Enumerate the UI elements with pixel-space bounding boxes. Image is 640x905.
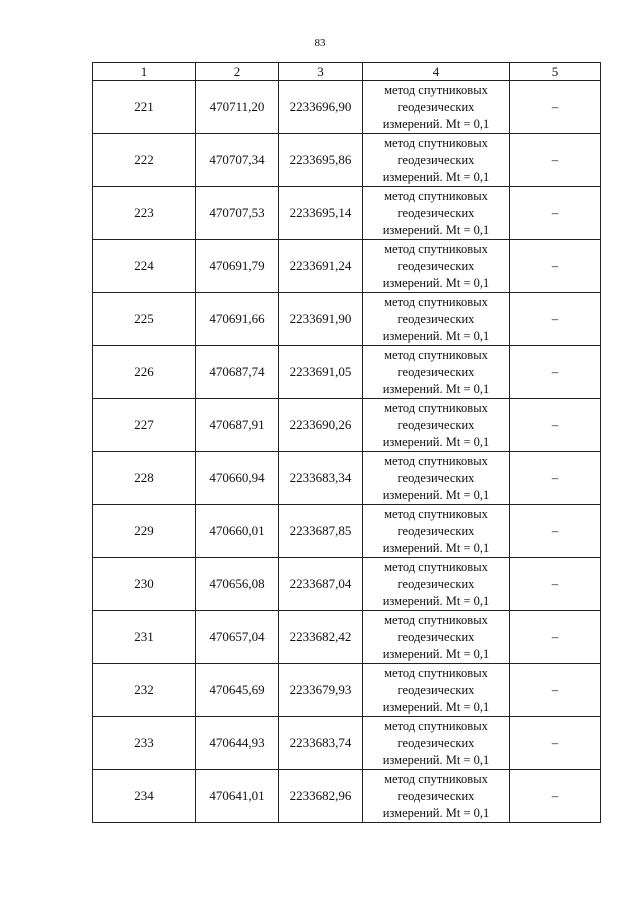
note-cell: – [510,558,601,611]
point-number-cell: 231 [93,611,196,664]
x-coordinate-cell: 470660,01 [196,505,279,558]
method-line: измерений. Mt = 0,1 [382,593,490,608]
method-line: метод спутниковых [384,400,488,415]
header-col-1: 1 [93,63,196,81]
table-row [93,664,601,717]
y-coordinate-cell: 2233695,86 [279,134,363,187]
method-cell [363,770,510,823]
table-row [93,81,601,134]
page-number: 83 [314,37,326,49]
note-cell: – [510,505,601,558]
note-cell: – [510,240,601,293]
y-coordinate-cell: 2233682,42 [279,611,363,664]
method-line: метод спутниковых [384,347,488,362]
y-coordinate-cell: 2233691,90 [279,293,363,346]
header-col-2: 2 [196,63,279,81]
note-cell: – [510,717,601,770]
table-row [93,240,601,293]
method-line: измерений. Mt = 0,1 [382,169,490,184]
method-line: метод спутниковых [384,453,488,468]
method-line: измерений. Mt = 0,1 [382,752,490,767]
method-line: метод спутниковых [384,718,488,733]
y-coordinate-cell: 2233682,96 [279,770,363,823]
method-line: измерений. Mt = 0,1 [382,646,490,661]
y-coordinate-cell: 2233687,85 [279,505,363,558]
x-coordinate-cell: 470687,91 [196,399,279,452]
method-line: геодезических [397,682,475,697]
y-coordinate-cell: 2233695,14 [279,187,363,240]
x-coordinate-cell: 470657,04 [196,611,279,664]
method-line: измерений. Mt = 0,1 [382,381,490,396]
x-coordinate-cell: 470691,66 [196,293,279,346]
method-cell [363,717,510,770]
method-cell [363,611,510,664]
method-line: геодезических [397,152,475,167]
table-row [93,346,601,399]
note-cell: – [510,187,601,240]
x-coordinate-cell: 470707,34 [196,134,279,187]
y-coordinate-cell: 2233683,34 [279,452,363,505]
table-row [93,770,601,823]
table-row [93,293,601,346]
note-cell: – [510,134,601,187]
method-line: измерений. Mt = 0,1 [382,699,490,714]
table-header [93,63,601,81]
method-cell [363,134,510,187]
header-col-5: 5 [510,63,601,81]
method-line: геодезических [397,311,475,326]
point-number-cell: 224 [93,240,196,293]
method-cell [363,399,510,452]
method-line: геодезических [397,629,475,644]
note-cell: – [510,664,601,717]
method-line: геодезических [397,99,475,114]
table-row [93,452,601,505]
method-line: измерений. Mt = 0,1 [382,328,490,343]
point-number-cell: 232 [93,664,196,717]
table-row [93,505,601,558]
header-row [93,63,601,81]
method-line: геодезических [397,470,475,485]
method-cell [363,505,510,558]
method-line: метод спутниковых [384,241,488,256]
point-number-cell: 223 [93,187,196,240]
method-cell [363,240,510,293]
method-line: геодезических [397,417,475,432]
point-number-cell: 227 [93,399,196,452]
table-row [93,558,601,611]
y-coordinate-cell: 2233696,90 [279,81,363,134]
method-line: измерений. Mt = 0,1 [382,434,490,449]
coordinates-table [92,62,601,823]
note-cell: – [510,81,601,134]
method-line: геодезических [397,364,475,379]
table-row [93,399,601,452]
y-coordinate-cell: 2233691,24 [279,240,363,293]
note-cell: – [510,611,601,664]
method-line: измерений. Mt = 0,1 [382,805,490,820]
method-line: метод спутниковых [384,771,488,786]
point-number-cell: 229 [93,505,196,558]
x-coordinate-cell: 470645,69 [196,664,279,717]
point-number-cell: 234 [93,770,196,823]
method-cell [363,187,510,240]
point-number-cell: 222 [93,134,196,187]
method-line: измерений. Mt = 0,1 [382,487,490,502]
method-cell [363,664,510,717]
x-coordinate-cell: 470707,53 [196,187,279,240]
method-cell [363,558,510,611]
method-cell [363,452,510,505]
method-line: метод спутниковых [384,135,488,150]
method-line: метод спутниковых [384,294,488,309]
point-number-cell: 230 [93,558,196,611]
point-number-cell: 233 [93,717,196,770]
note-cell: – [510,293,601,346]
table-row [93,134,601,187]
point-number-cell: 221 [93,81,196,134]
note-cell: – [510,399,601,452]
method-line: метод спутниковых [384,559,488,574]
y-coordinate-cell: 2233687,04 [279,558,363,611]
x-coordinate-cell: 470641,01 [196,770,279,823]
method-cell [363,346,510,399]
method-line: геодезических [397,788,475,803]
x-coordinate-cell: 470687,74 [196,346,279,399]
y-coordinate-cell: 2233690,26 [279,399,363,452]
x-coordinate-cell: 470656,08 [196,558,279,611]
method-line: измерений. Mt = 0,1 [382,116,490,131]
table-body [93,81,601,823]
method-line: метод спутниковых [384,665,488,680]
method-line: геодезических [397,205,475,220]
x-coordinate-cell: 470660,94 [196,452,279,505]
x-coordinate-cell: 470644,93 [196,717,279,770]
method-line: геодезических [397,258,475,273]
point-number-cell: 225 [93,293,196,346]
method-line: измерений. Mt = 0,1 [382,275,490,290]
method-cell [363,81,510,134]
table-row [93,717,601,770]
method-line: метод спутниковых [384,82,488,97]
y-coordinate-cell: 2233679,93 [279,664,363,717]
note-cell: – [510,770,601,823]
method-cell [363,293,510,346]
method-line: измерений. Mt = 0,1 [382,222,490,237]
x-coordinate-cell: 470691,79 [196,240,279,293]
x-coordinate-cell: 470711,20 [196,81,279,134]
header-col-4: 4 [363,63,510,81]
method-line: измерений. Mt = 0,1 [382,540,490,555]
note-cell: – [510,452,601,505]
method-line: метод спутниковых [384,612,488,627]
header-col-3: 3 [279,63,363,81]
method-line: геодезических [397,576,475,591]
point-number-cell: 226 [93,346,196,399]
method-line: метод спутниковых [384,188,488,203]
y-coordinate-cell: 2233691,05 [279,346,363,399]
table-row [93,611,601,664]
y-coordinate-cell: 2233683,74 [279,717,363,770]
point-number-cell: 228 [93,452,196,505]
method-line: геодезических [397,735,475,750]
method-line: геодезических [397,523,475,538]
table-row [93,187,601,240]
method-line: метод спутниковых [384,506,488,521]
note-cell: – [510,346,601,399]
